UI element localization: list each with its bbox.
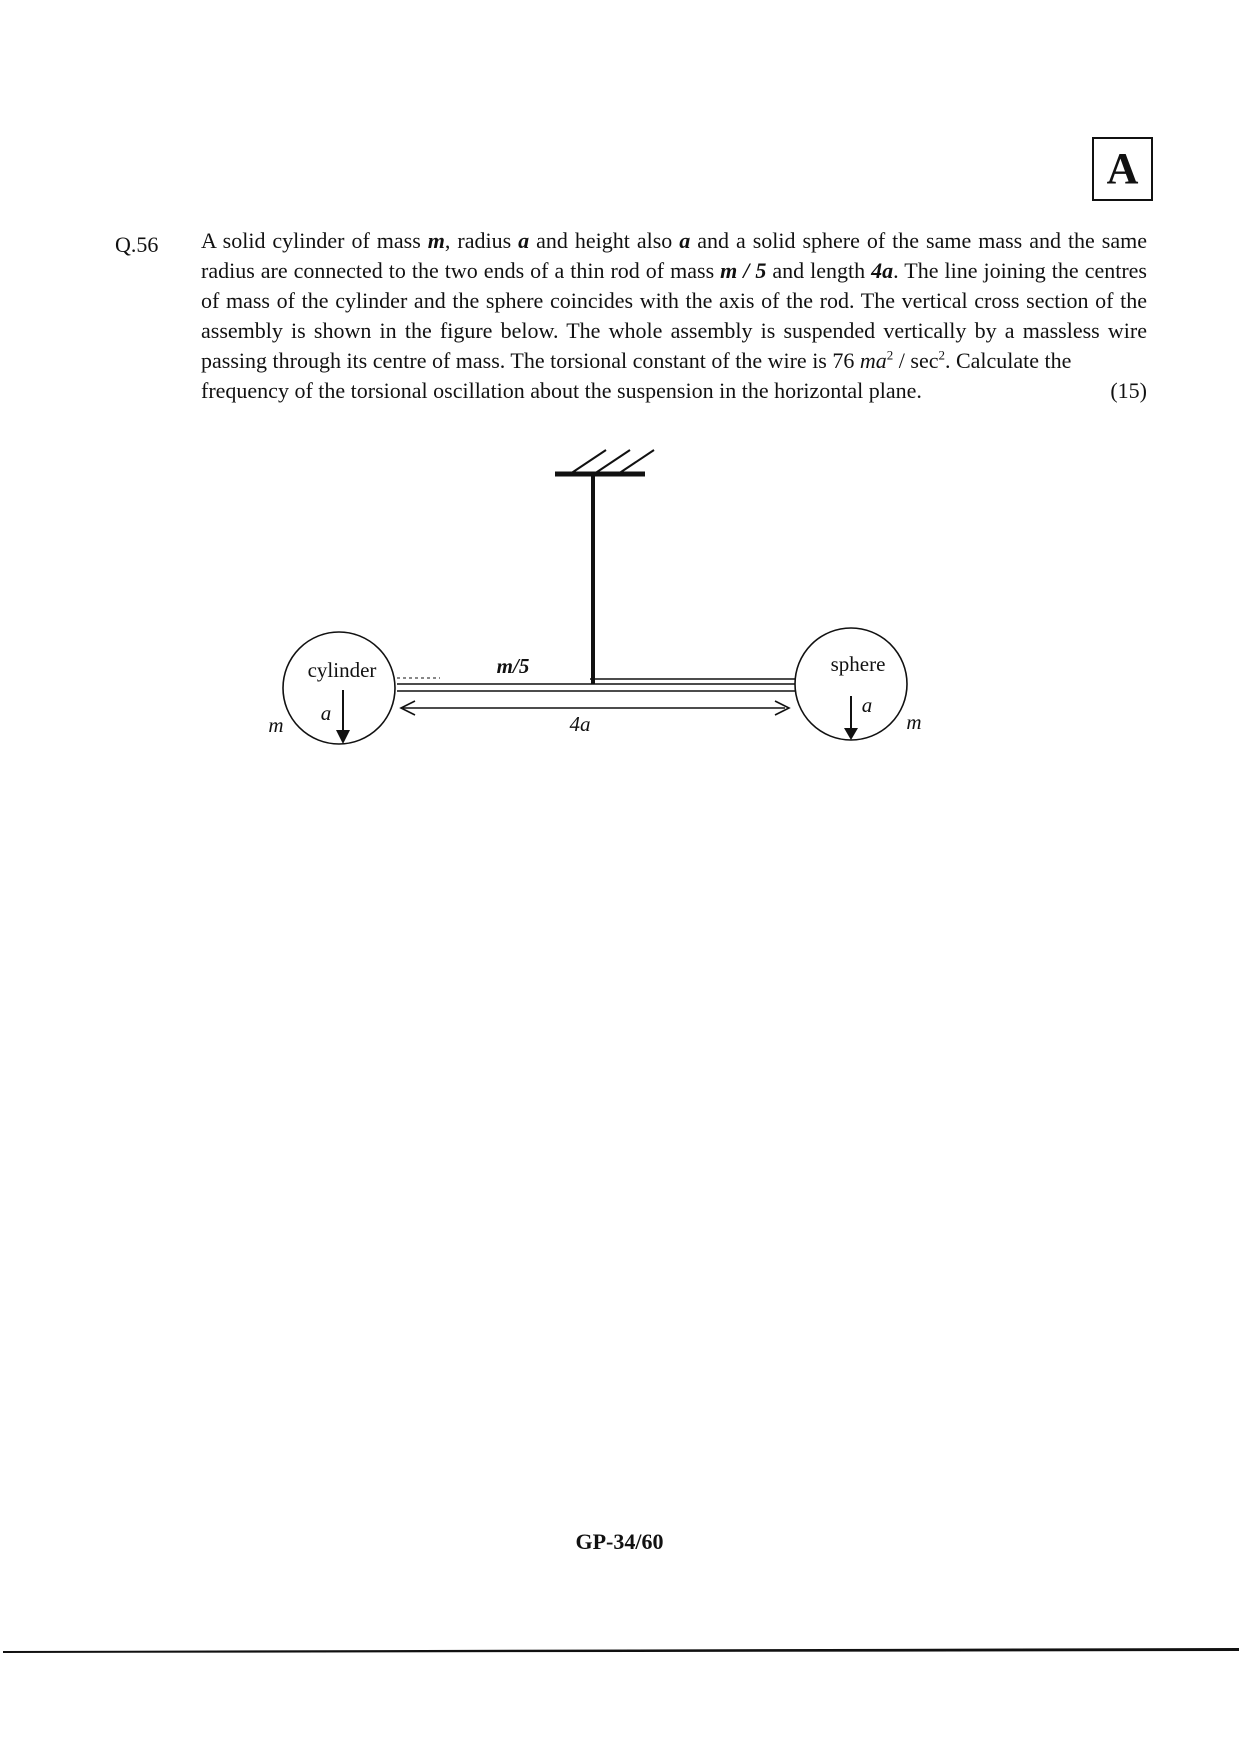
- ceiling-support: [555, 450, 654, 474]
- symbol-length: 4a: [871, 258, 894, 283]
- symbol-m-over-5: m / 5: [720, 258, 767, 283]
- length-dimension-arrow: [401, 701, 789, 715]
- torsional-constant-exp: 2: [938, 347, 945, 363]
- page-footer: GP-34/60: [575, 1529, 664, 1554]
- question-text-part: A solid cylinder of mass: [201, 228, 428, 253]
- question-text-part: frequency of the torsional oscillation about the suspension in the horizontal plane.: [201, 378, 922, 403]
- torsional-constant-ma: ma: [859, 348, 887, 373]
- cylinder-shape: [283, 632, 395, 744]
- question-marks: (15): [1110, 378, 1147, 403]
- question-text-part: and a solid sphere of the same mass and the same radius are connected to the two ends of a thin rod of mass: [201, 228, 1148, 283]
- booklet-code: A: [1106, 144, 1139, 193]
- torsional-constant-unit: / sec: [893, 348, 939, 373]
- torsional-constant-coef: 76: [832, 348, 860, 373]
- question-text-part: . The line joining the centres of mass of the cylinder and the sphere coincides with the axis of the rod. The vertical cross section of the assembly is shown in the figure below. The whole assembly is suspended vertically by a massless wire passing through its centre of mass. The torsional constant of the wire is: [201, 258, 1147, 373]
- rod: [397, 678, 795, 691]
- symbol-a: a: [679, 228, 691, 253]
- question-text-part: , radius: [444, 228, 519, 253]
- question-number: Q.56: [115, 232, 159, 257]
- rod-mass-label: m/5: [496, 654, 530, 678]
- question-text-part: and length: [766, 258, 872, 283]
- assembly-figure: [0, 0, 1239, 800]
- cylinder-radius-arrow: [336, 690, 350, 744]
- cylinder-mass-label: m: [268, 713, 284, 737]
- symbol-a: a: [518, 228, 530, 253]
- torsional-constant-exp: 2: [886, 347, 894, 363]
- bottom-rule: [3, 1648, 1239, 1653]
- cylinder-radius-label: a: [320, 701, 332, 725]
- question-text-part: . Calculate the: [944, 348, 1072, 373]
- cylinder-label: cylinder: [307, 658, 377, 682]
- length-label: 4a: [569, 712, 591, 736]
- symbol-m: m: [427, 228, 445, 253]
- sphere-radius-label: a: [861, 693, 873, 717]
- sphere-label: sphere: [830, 652, 886, 676]
- sphere-radius-arrow: [844, 696, 858, 740]
- question-text-part: and height also: [529, 228, 680, 253]
- sphere-mass-label: m: [906, 710, 922, 734]
